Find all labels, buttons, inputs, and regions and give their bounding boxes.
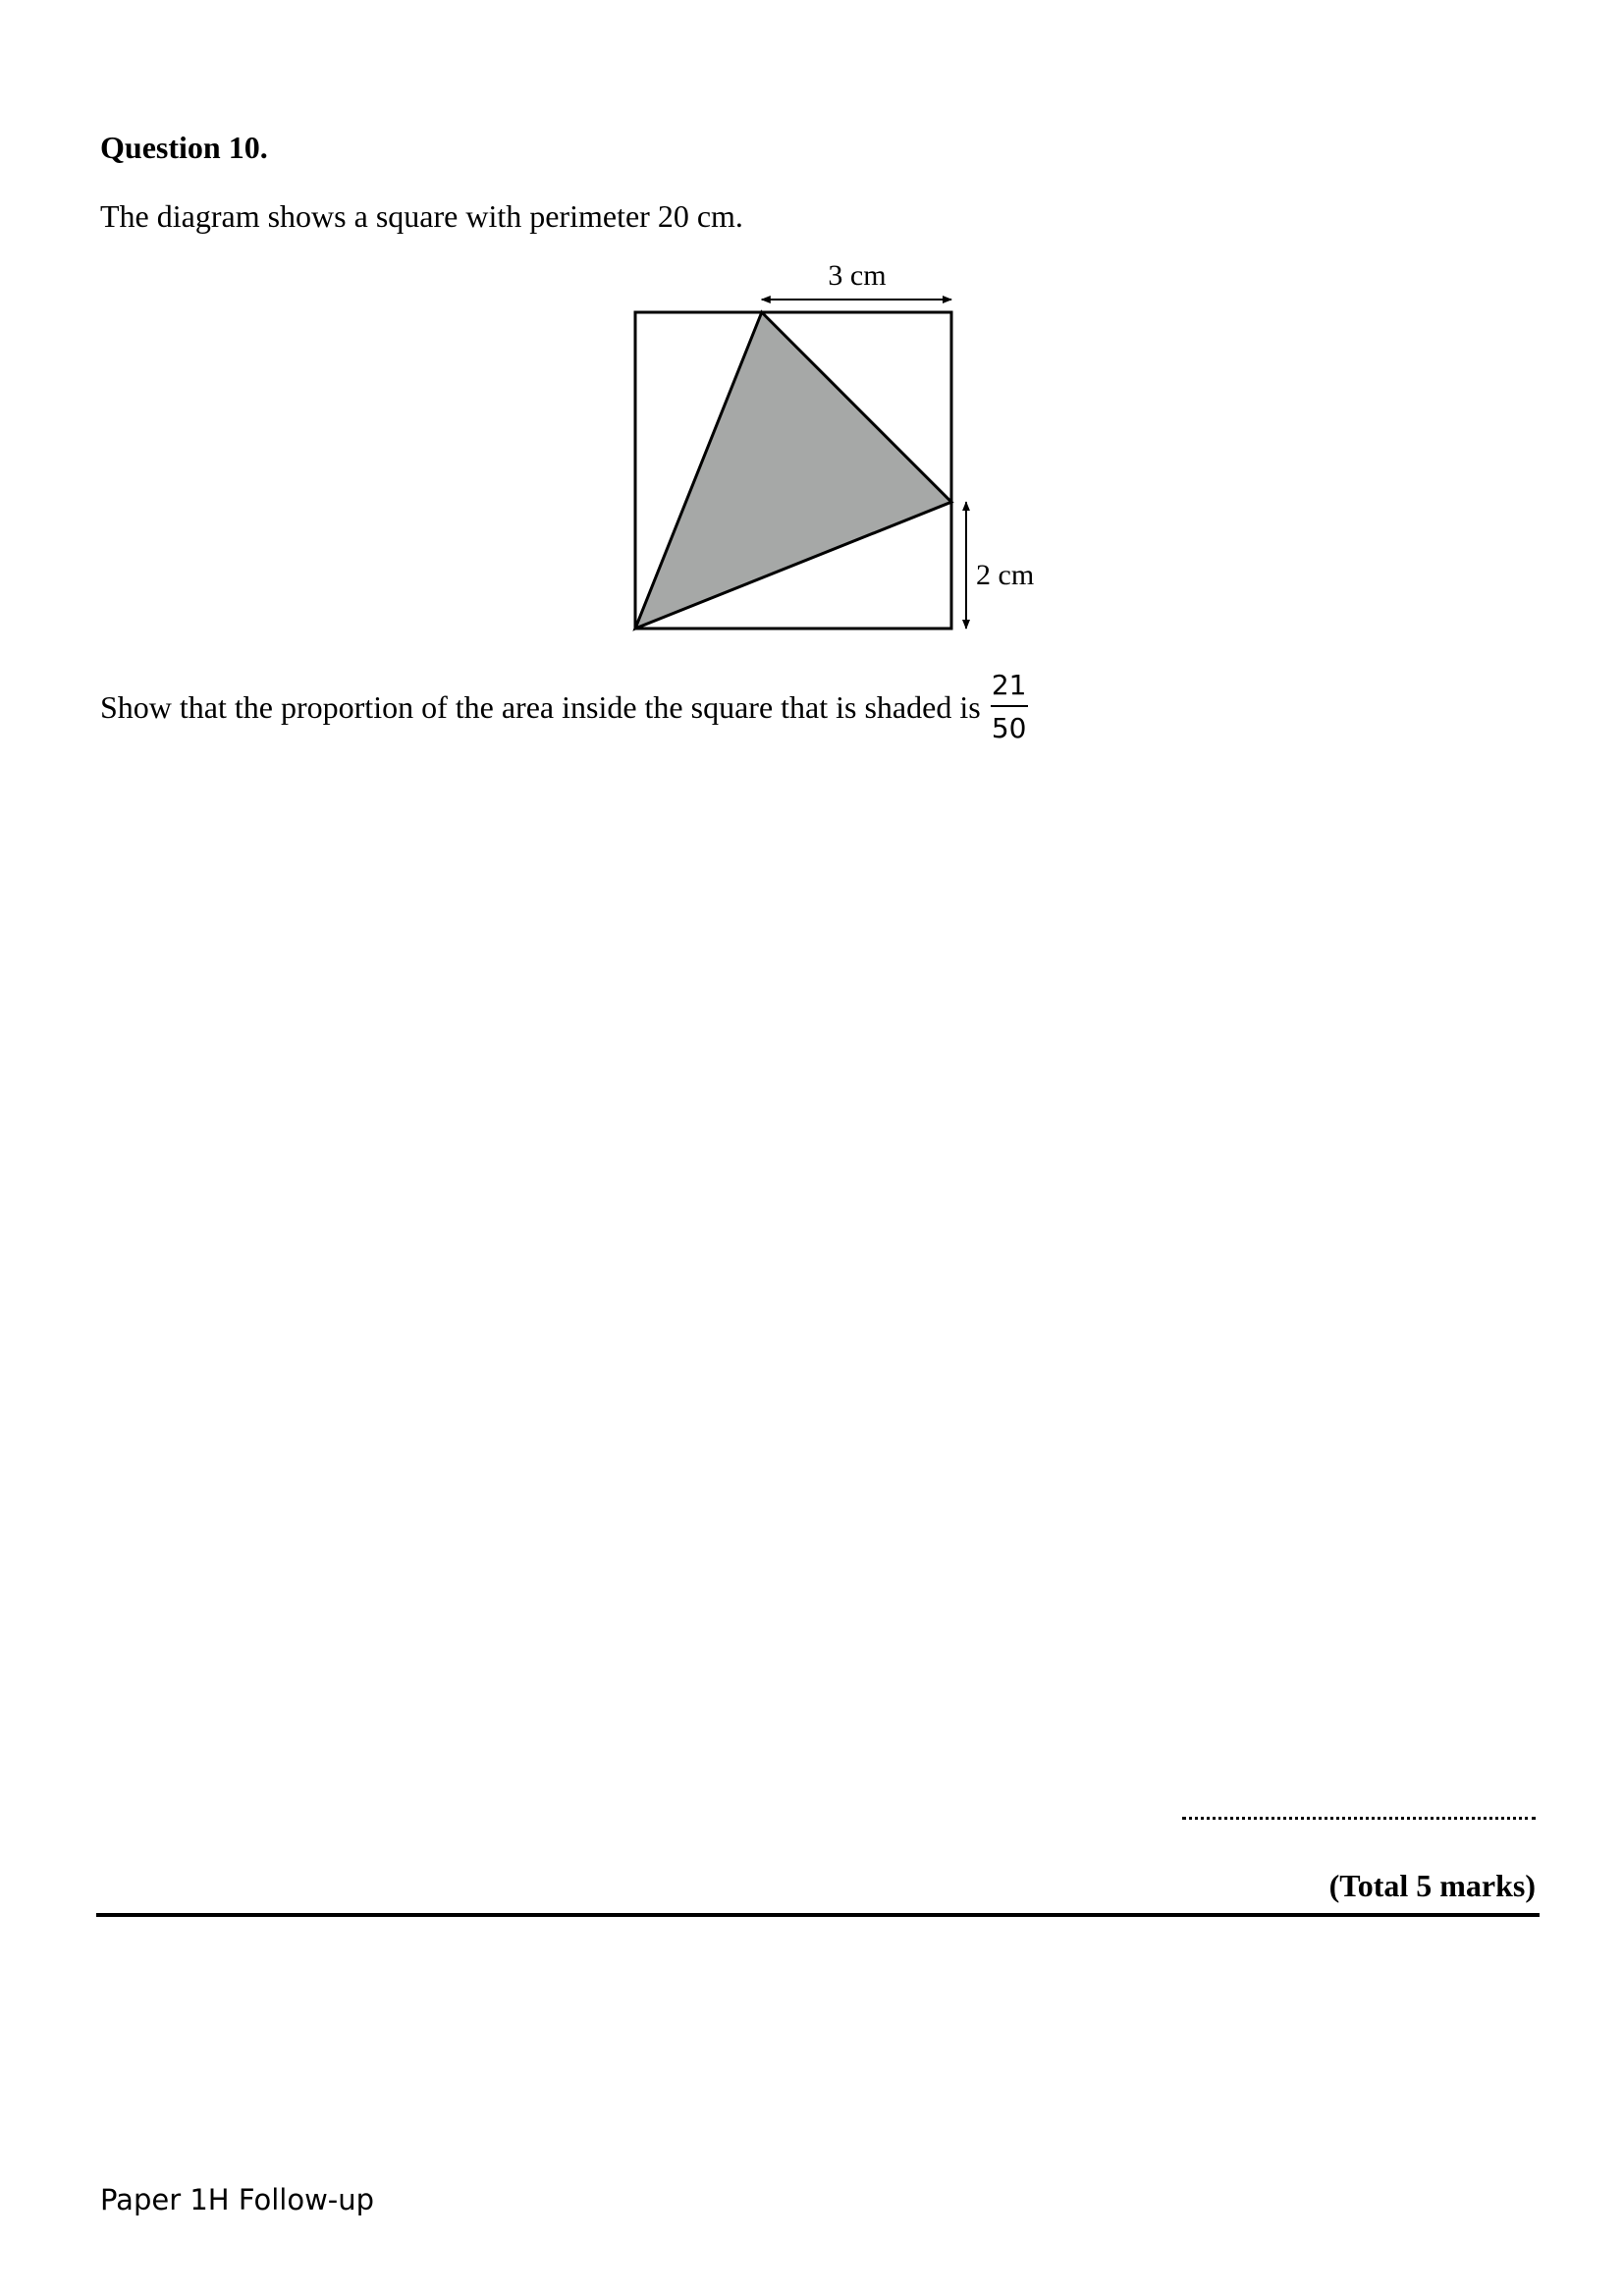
top-dimension-label: 3 cm [828, 259, 887, 292]
total-marks: (Total 5 marks) [1328, 1868, 1536, 1903]
question-title: Question 10. [100, 130, 268, 165]
fraction-numerator: 21 [991, 669, 1027, 701]
square-diagram [609, 246, 1060, 638]
question-prompt [100, 658, 1028, 756]
paper-footer: Paper 1H Follow-up [100, 2183, 375, 2216]
shaded-triangle [635, 312, 951, 629]
fraction [991, 669, 1028, 744]
answer-line[interactable] [1182, 1817, 1536, 1820]
side-dimension-label: 2 cm [976, 559, 1035, 591]
prompt-text: Show that the proportion of the area inside the square that is shaded is [100, 689, 981, 725]
fraction-denominator: 50 [991, 712, 1027, 744]
section-divider [96, 1913, 1540, 1917]
question-intro: The diagram shows a square with perimeter 20 cm. [100, 198, 743, 234]
